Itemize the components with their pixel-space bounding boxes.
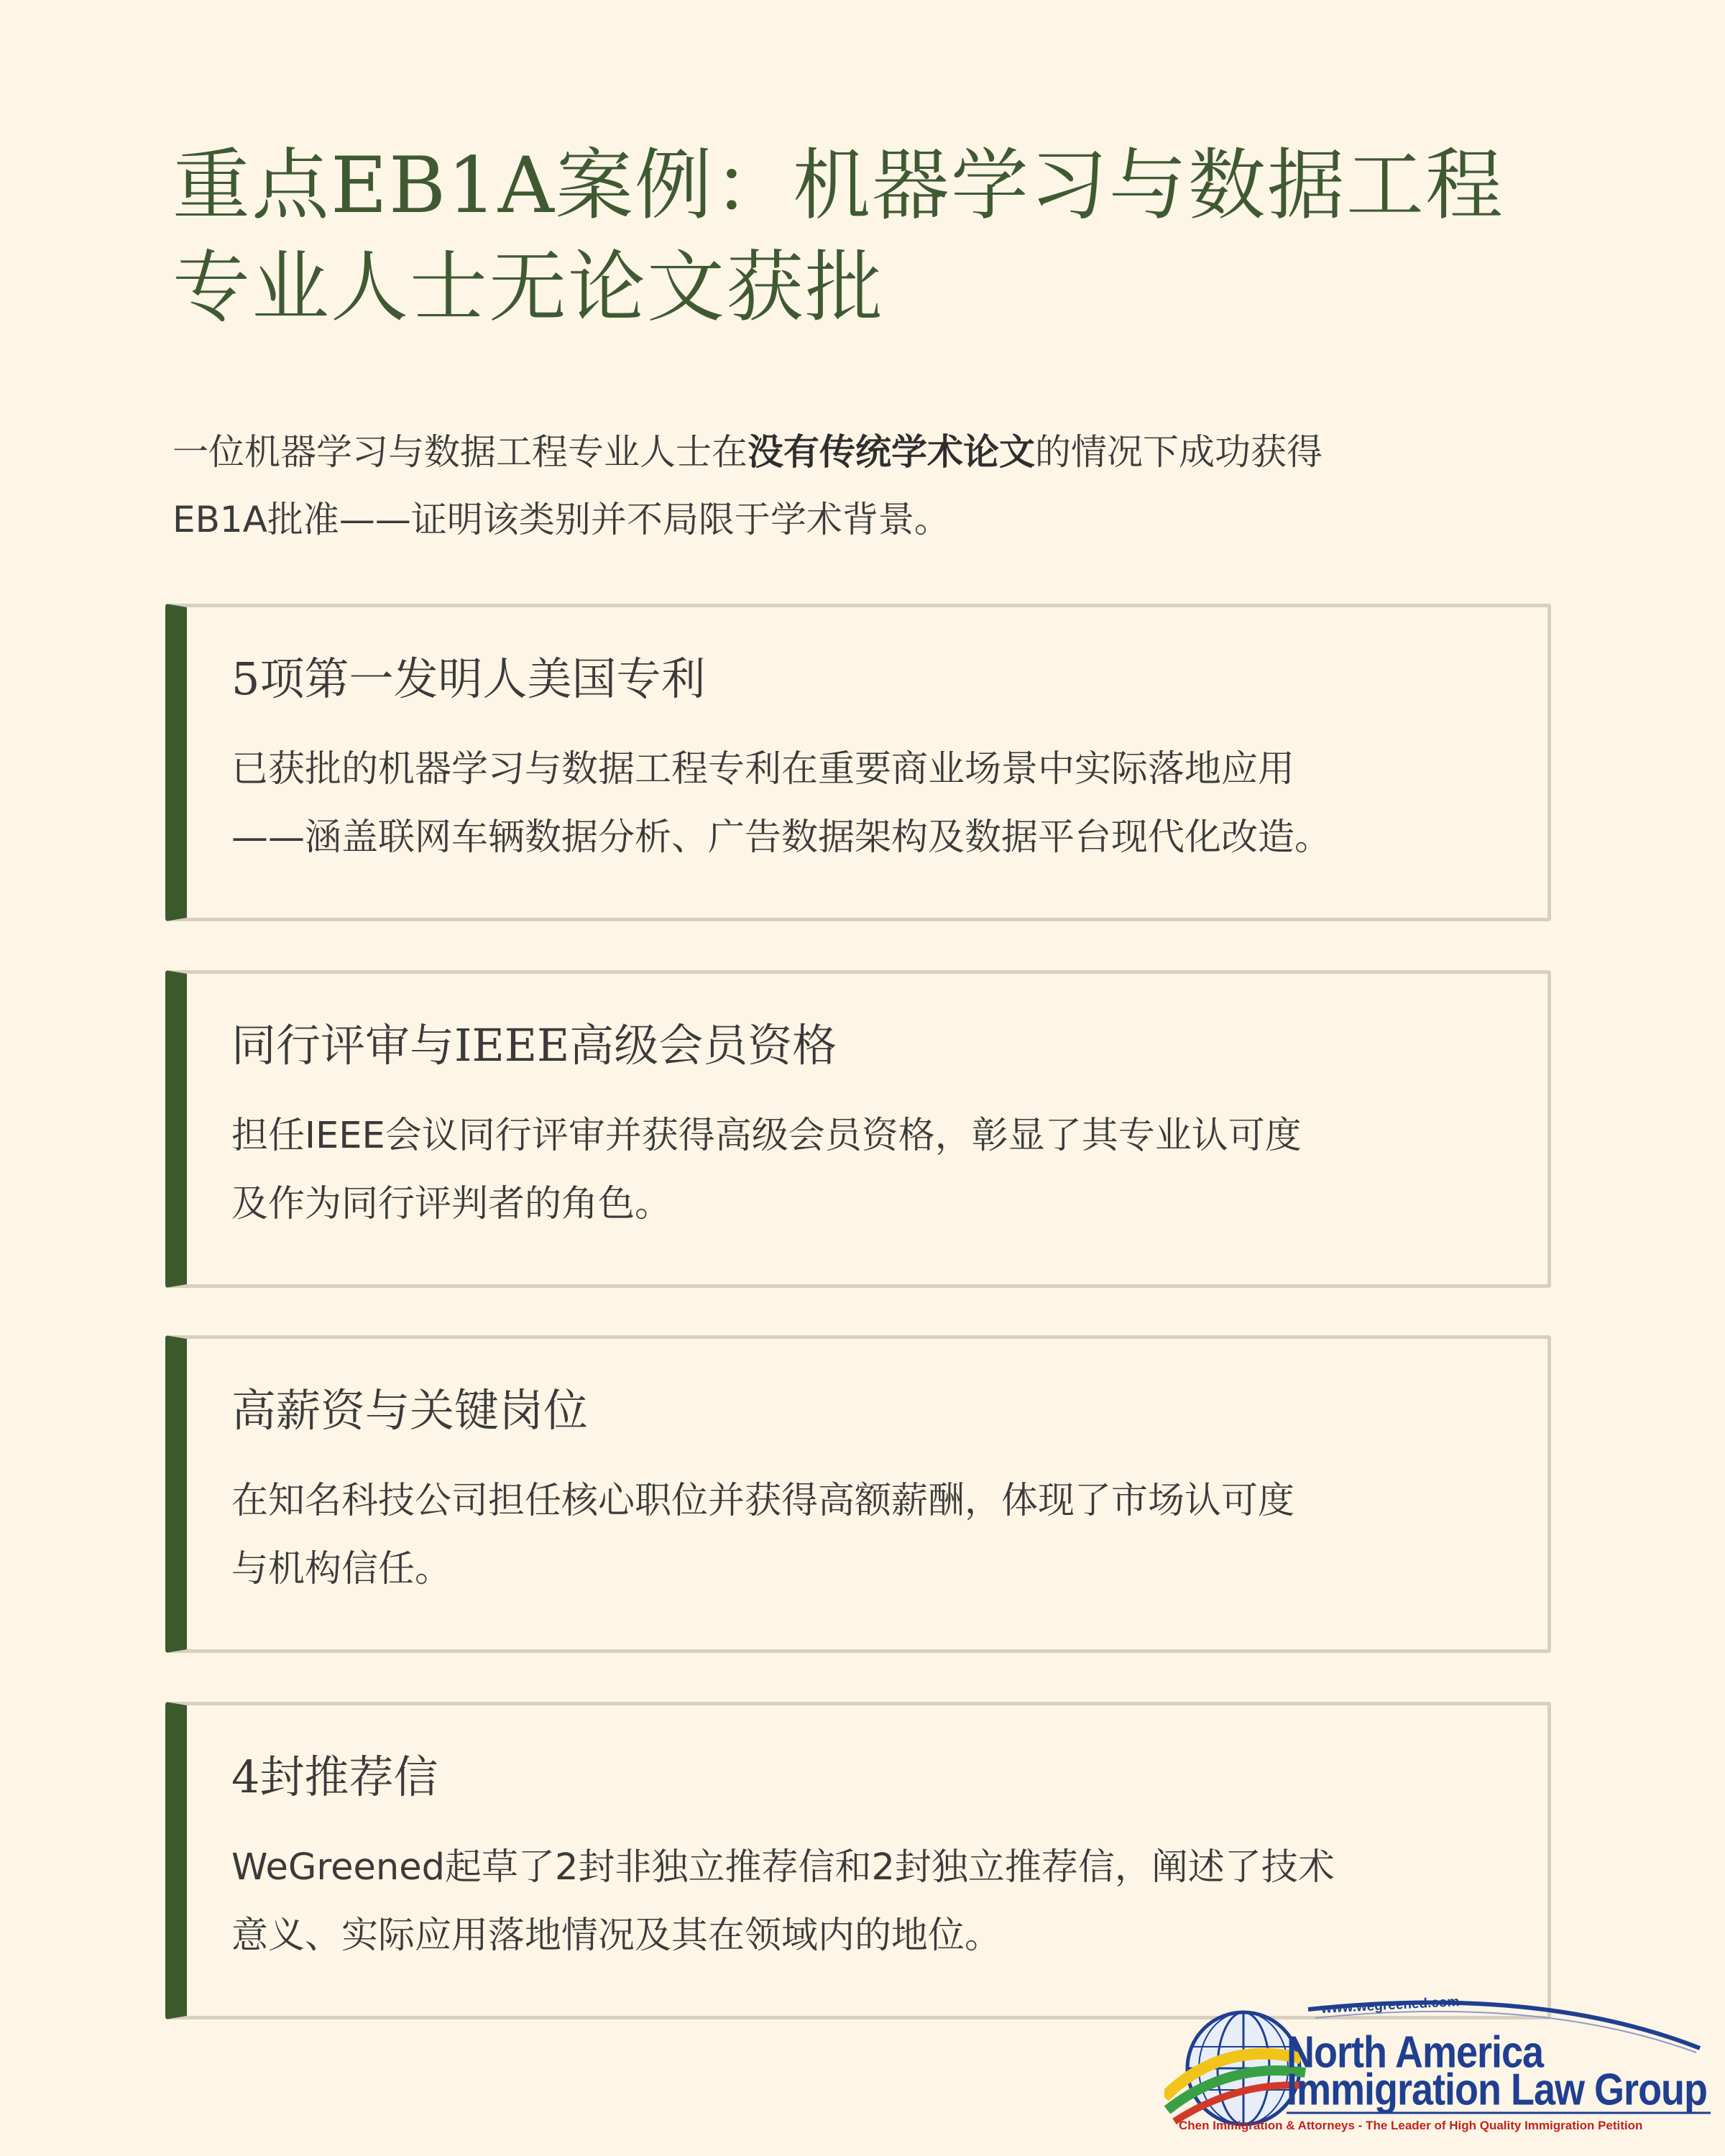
page-title-line1: 重点EB1A案例：机器学习与数据工程 (172, 141, 1504, 231)
card-high-salary (165, 1335, 1551, 1653)
intro-text-line2: EB1A批准——证明该类别并不局限于学术背景。 (172, 499, 950, 540)
card-body (231, 1833, 1518, 1970)
logo-url: www.wegreened.com (1320, 1994, 1460, 2017)
card-body (231, 1467, 1518, 1603)
card-title: 4封推荐信 (231, 1751, 438, 1803)
card-body-line2: 与机构信任。 (231, 1548, 452, 1590)
page-title-line2: 专业人士无论文获批 (172, 243, 885, 333)
page-title (172, 135, 1581, 339)
intro-paragraph (172, 418, 1567, 553)
card-body-line1: WeGreened起草了2封非独立推荐信和2封独立推荐信，阐述了技术 (231, 1846, 1335, 1889)
card-body-line2: ——涵盖联网车辆数据分析、广告数据架构及数据平台现代化改造。 (231, 816, 1332, 859)
company-logo (1164, 1989, 1718, 2149)
card-body-line2: 意义、实际应用落地情况及其在领域内的地位。 (231, 1915, 1002, 1957)
intro-text-bold: 没有传统学术论文 (748, 431, 1035, 473)
intro-text-before: 一位机器学习与数据工程专业人士在 (172, 431, 748, 473)
card-peer-review (165, 970, 1551, 1288)
logo-name-line1: North America (1287, 2027, 1544, 2078)
card-body-line2: 及作为同行评判者的角色。 (231, 1183, 672, 1225)
card-title: 同行评审与IEEE高级会员资格 (231, 1019, 837, 1072)
card-title: 5项第一发明人美国专利 (231, 653, 706, 705)
card-recommendation-letters (165, 1702, 1551, 2019)
card-patents (165, 604, 1551, 921)
card-body (231, 1102, 1518, 1238)
logo-tagline: Chen Immigration & Attorneys - The Leader of High Quality Immigration Petition (1179, 2119, 1643, 2132)
card-title: 高薪资与关键岗位 (231, 1384, 589, 1437)
intro-text-after: 的情况下成功获得 (1035, 431, 1322, 473)
card-body-line1: 在知名科技公司担任核心职位并获得高额薪酬，体现了市场认可度 (231, 1480, 1295, 1522)
logo-name-line2: Immigration Law Group (1287, 2065, 1708, 2115)
card-body-line1: 已获批的机器学习与数据工程专利在重要商业场景中实际落地应用 (231, 748, 1295, 791)
card-body-line1: 担任IEEE会议同行评审并获得高级会员资格，彰显了其专业认可度 (231, 1115, 1302, 1157)
card-body (231, 735, 1518, 872)
